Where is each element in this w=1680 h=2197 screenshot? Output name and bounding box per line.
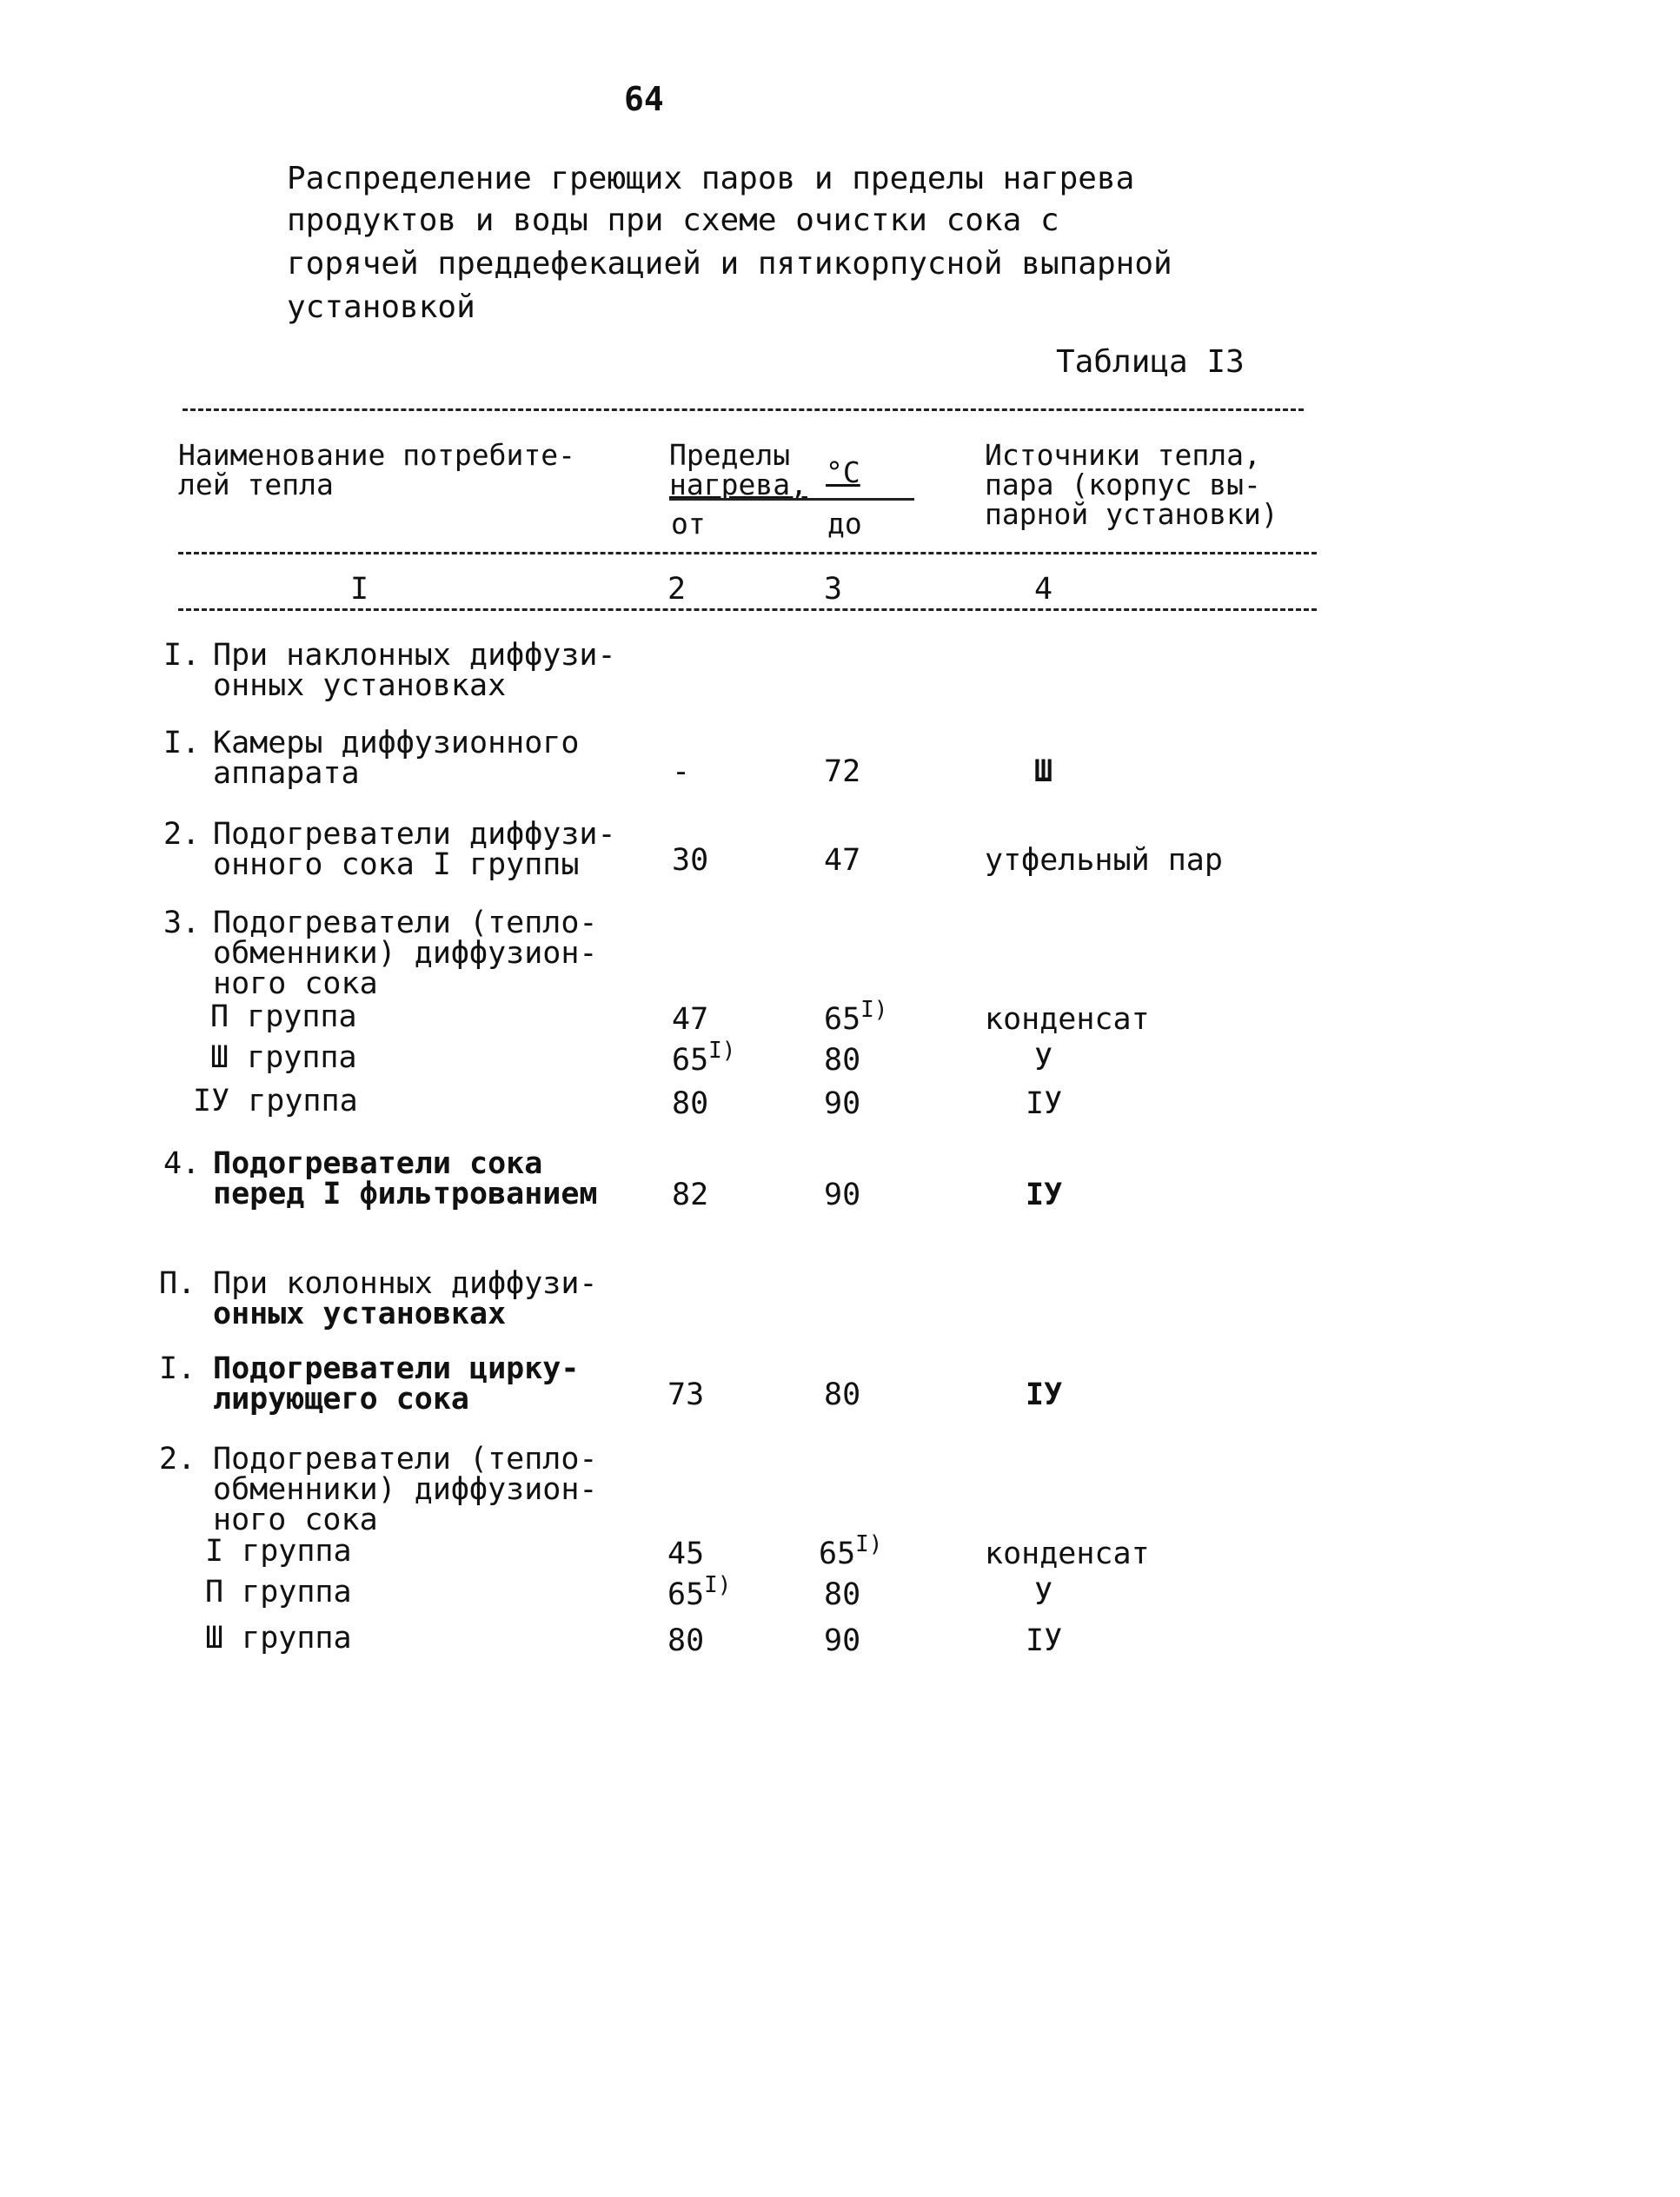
header-line: Пределы [669,438,791,472]
header-line: нагрева, [669,468,807,501]
label-line: При колонных диффузи- [213,1266,598,1301]
row-number: 2. [159,1442,196,1477]
cell-source: У [1034,1577,1053,1612]
table-number: Таблица I3 [1056,344,1245,380]
footnote-mark: I) [855,1531,883,1557]
header-sub-rule [669,498,914,501]
cell-to [824,997,888,1037]
cell-from: 73 [667,1377,705,1412]
header-unit: °C [826,455,860,489]
table-top-rule [183,408,1304,411]
cell-to: 47 [824,843,861,878]
label-line: аппарата [213,756,360,791]
label-line: обменники) диффузион- [213,1472,598,1507]
cell-to-value: 65 [819,1537,856,1571]
cell-source: конденсат [985,1537,1150,1571]
title-line: Распределение греющих паров и пределы нагрева [287,161,1135,196]
column-index: I [350,572,369,607]
row-number: 4. [163,1146,201,1181]
row-label [213,1266,598,1331]
label-line: ного сока [213,966,378,1001]
footnote-mark: I) [704,1572,732,1598]
cell-source: У [1034,1043,1053,1078]
cell-from: 47 [672,1002,709,1037]
row-label: I группа [205,1534,352,1569]
row-label: П группа [210,999,357,1034]
cell-to: 80 [824,1377,861,1412]
label-line: Подогреватели (тепло- [213,1442,598,1477]
cell-from: - [672,754,691,789]
label-line: онных установках [213,668,507,703]
row-label [213,1146,598,1211]
header-from: от [671,507,706,541]
row-number: П. [159,1266,196,1301]
cell-from: 80 [672,1086,709,1121]
row-number: I. [163,638,201,673]
column-index: 2 [667,572,687,607]
cell-to [819,1531,883,1571]
cell-to: 72 [824,754,861,789]
header-heating-limits [669,438,807,501]
label-line: Подогреватели сока [213,1146,543,1181]
label-line: При наклонных диффузи- [213,638,616,673]
row-number: 2. [163,817,201,852]
cell-source: Ш [1034,754,1053,789]
label-line: перед I фильтрованием [213,1177,598,1211]
label-line: Подогреватели цирку- [213,1351,580,1386]
cell-from: 45 [667,1537,705,1571]
cell-to: 90 [824,1623,861,1658]
header-line: Источники тепла, [985,438,1261,472]
cell-from: 30 [672,843,709,878]
cell-source: утфельный пар [985,843,1223,878]
header-consumers [178,438,575,501]
cell-from [667,1572,732,1612]
header-bottom-rule [178,552,1317,554]
cell-source: IУ [1026,1623,1063,1658]
header-line: лей тепла [178,468,334,501]
row-label [213,1351,580,1417]
row-label: П группа [205,1575,352,1610]
row-number: I. [159,1351,196,1386]
cell-source: IУ [1026,1377,1063,1412]
row-label [213,817,616,882]
row-label [213,1444,598,1536]
label-line: обменники) диффузион- [213,936,598,971]
cell-to: 80 [824,1577,861,1612]
label-line: лирующего сока [213,1382,470,1417]
cell-from-value: 65 [672,1043,709,1078]
label-line: Камеры диффузионного [213,726,580,760]
header-line: Наименование потребите- [178,438,575,472]
cell-source: IУ [1026,1178,1063,1212]
cell-to: 90 [824,1086,861,1121]
index-bottom-rule [178,608,1317,611]
footnote-mark: I) [860,997,888,1023]
cell-source: IУ [1026,1086,1063,1121]
cell-from: 80 [667,1623,705,1658]
row-label [213,638,616,703]
column-index: 4 [1034,572,1053,607]
header-sources [985,438,1278,531]
column-index: 3 [824,572,843,607]
header-line: парной установки) [985,497,1278,531]
label-line: Подогреватели диффузи- [213,817,616,852]
row-label [213,908,598,999]
header-line: пара (корпус вы- [985,468,1261,501]
label-line: онного сока I группы [213,847,580,882]
cell-from [672,1038,736,1078]
row-label: Ш группа [210,1040,357,1075]
row-label [213,728,579,789]
label-line: онных установках [213,1297,507,1331]
header-to: до [827,507,862,541]
title-line: установкой [287,289,475,325]
cell-from: 82 [672,1178,709,1212]
row-label: Ш группа [205,1621,352,1656]
row-number: I. [163,726,201,760]
cell-to: 90 [824,1178,861,1212]
cell-to-value: 65 [824,1002,861,1037]
label-line: ного сока [213,1503,378,1537]
cell-from-value: 65 [667,1577,705,1612]
title-line: продуктов и воды при схеме очистки сока с [287,202,1059,238]
row-number: 3. [163,906,201,940]
title-line: горячей преддефекацией и пятикорпусной выпарной [287,246,1172,282]
row-label: IУ группа [193,1084,358,1118]
label-line: Подогреватели (тепло- [213,906,598,940]
cell-source: конденсат [985,1002,1150,1037]
page-number: 64 [624,80,664,118]
footnote-mark: I) [708,1038,736,1064]
cell-to: 80 [824,1043,861,1078]
